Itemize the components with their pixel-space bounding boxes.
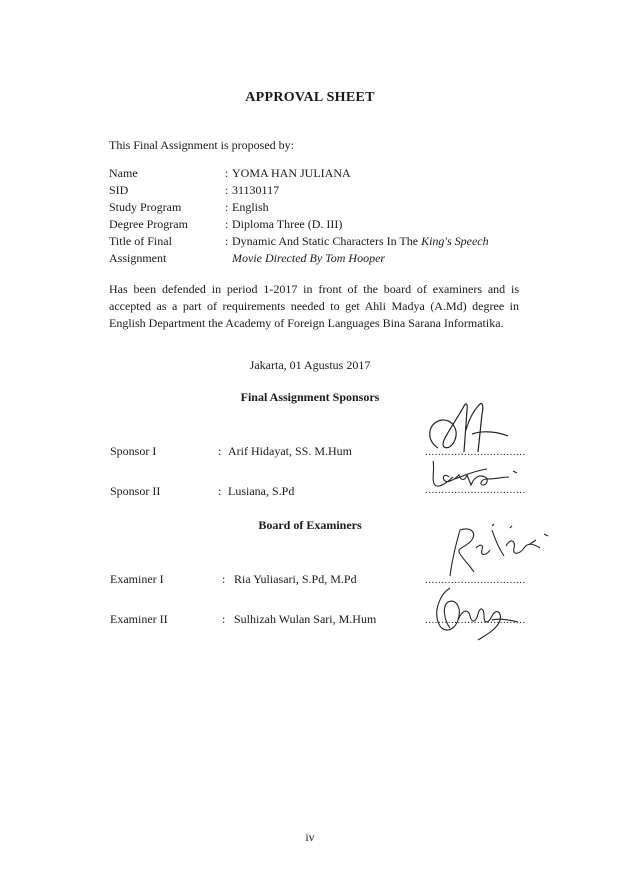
degree-program-colon: :: [225, 217, 229, 231]
examiner-1-signature: [430, 520, 560, 582]
intro-text: This Final Assignment is proposed by:: [109, 138, 295, 152]
sponsor-1-colon: :: [218, 444, 222, 458]
sponsor-1-name: Arif Hidayat, SS. M.Hum: [228, 444, 352, 458]
sponsor-1-signature-line: ...............................: [425, 446, 526, 458]
examiner-2-role: Examiner II: [110, 612, 168, 626]
name-label: Name: [109, 166, 138, 180]
examiner-2-signature: [428, 580, 523, 650]
title-value-line2: [232, 251, 385, 266]
examiner-2-colon: :: [222, 612, 226, 626]
examiner-2-signature-line: ...............................: [425, 614, 526, 626]
examiner-1-signature-line: ...............................: [425, 574, 526, 586]
study-program-colon: :: [225, 200, 229, 214]
sponsor-2-colon: :: [218, 484, 222, 498]
degree-program-label: Degree Program: [109, 217, 188, 231]
examiner-1-colon: :: [222, 572, 226, 586]
sponsor-2-name: Lusiana, S.Pd: [228, 484, 295, 498]
defense-paragraph: Has been defended in period 1-2017 in front of the board of examiners and is accepted as a part of requirements needed to get Ahli Madya (A.Md) degree in English Department the Academy of Foreign Languages Bina Sarana Informatika.: [109, 282, 519, 330]
title-value-plain: Dynamic And Static Characters In The: [232, 234, 422, 248]
examiner-1-name: Ria Yuliasari, S.Pd, M.Pd: [234, 572, 357, 586]
title-label: Title of Final: [109, 234, 172, 248]
place-date: Jakarta, 01 Agustus 2017: [249, 358, 371, 372]
title-value: [232, 234, 489, 249]
study-program-value: English: [232, 200, 269, 214]
sponsor-2-signature-line: ...............................: [425, 484, 526, 496]
study-program-label: Study Program: [109, 200, 182, 214]
examiners-heading: Board of Examiners: [258, 518, 362, 532]
degree-program-value: Diploma Three (D. III): [232, 217, 343, 231]
name-colon: :: [225, 166, 229, 180]
sid-colon: :: [225, 183, 229, 197]
sponsors-heading: Final Assignment Sponsors: [240, 390, 380, 404]
sid-label: SID: [109, 183, 129, 197]
examiner-1-role: Examiner I: [110, 572, 164, 586]
sponsor-2-role: Sponsor II: [110, 484, 161, 498]
title-value-line2-text: Movie Directed By Tom Hooper: [232, 251, 386, 265]
page-number: iv: [305, 830, 315, 844]
sponsor-1-signature: [420, 400, 520, 462]
sid-value: 31130117: [232, 183, 280, 197]
title-colon: :: [225, 234, 229, 248]
title-value-italic: King's Speech: [421, 234, 489, 248]
sponsor-1-role: Sponsor I: [110, 444, 157, 458]
name-value: YOMA HAN JULIANA: [232, 166, 351, 180]
sponsor-2-signature: [425, 455, 525, 495]
examiner-2-name: Sulhizah Wulan Sari, M.Hum: [234, 612, 377, 626]
title-label-line2: Assignment: [109, 251, 167, 265]
page-title: APPROVAL SHEET: [245, 90, 375, 105]
